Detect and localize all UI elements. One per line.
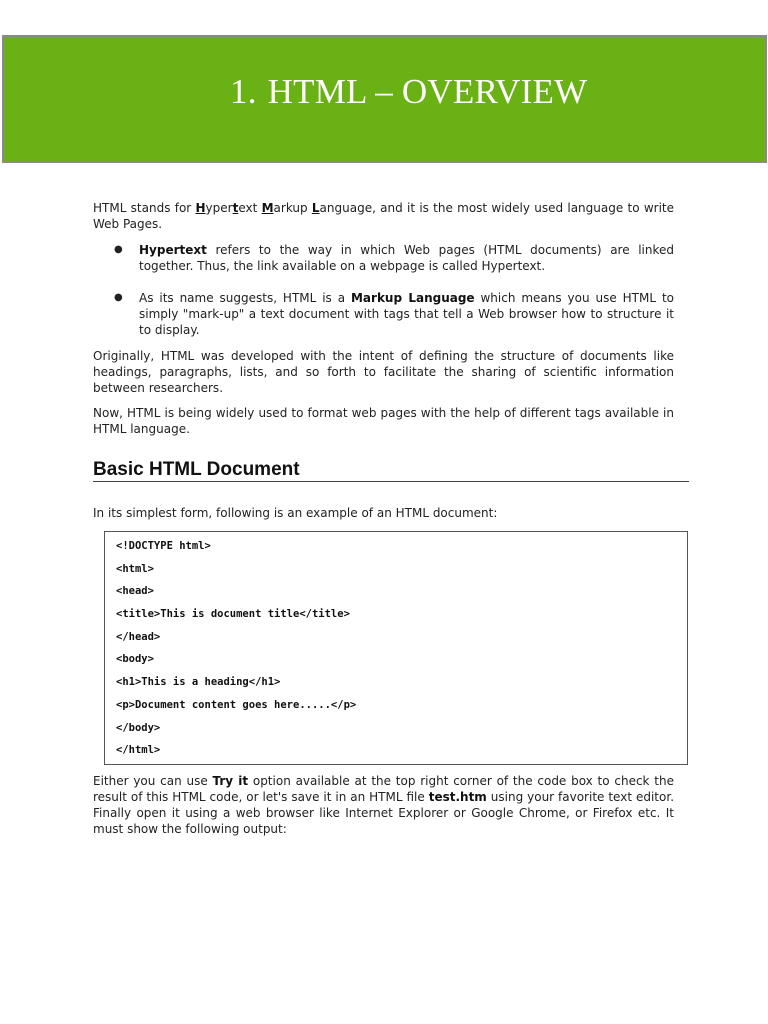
code-line: <body> xyxy=(116,653,154,665)
code-line: <head> xyxy=(116,585,154,597)
code-line: <p>Document content goes here.....</p> xyxy=(116,699,357,711)
bullet-marker: ● xyxy=(114,244,123,255)
chapter-banner xyxy=(2,35,767,163)
intro-paragraph: HTML stands for Hypertext Markup Language, and it is the most widely used language to write Web Pages. xyxy=(93,201,674,231)
code-line: </body> xyxy=(116,722,161,734)
paragraph-either: Either you can use Try it option available at the top right corner of the code box to check the result of this HTML code, or let's save it in an HTML file test.htm using your favorite text editor. Finally open it using a web browser like Internet Explorer or Google Chrome, or Firefox etc. It must show the following output: xyxy=(93,774,675,836)
code-line: </html> xyxy=(116,744,161,756)
code-line: <!DOCTYPE html> xyxy=(116,540,211,552)
chapter-title-text: HTML – OVERVIEW xyxy=(267,72,588,111)
code-line: <html> xyxy=(116,563,154,575)
paragraph-simplest-form: In its simplest form, following is an example of an HTML document: xyxy=(93,506,498,520)
code-box xyxy=(104,531,688,765)
bullet-item-hypertext: Hypertext refers to the way in which Web pages (HTML documents) are linked together. Thus, the link available on a webpage is called Hypertext. xyxy=(139,243,674,273)
chapter-title xyxy=(230,72,587,112)
paragraph-originally: Originally, HTML was developed with the intent of defining the structure of documents like headings, paragraphs, lists, and so forth to facilitate the sharing of scientific information between researchers. xyxy=(93,349,674,395)
paragraph-now: Now, HTML is being widely used to format web pages with the help of different tags available in HTML language. xyxy=(93,406,674,436)
chapter-number: 1. xyxy=(230,72,257,111)
code-line: <title>This is document title</title> xyxy=(116,608,350,620)
code-line: <h1>This is a heading</h1> xyxy=(116,676,281,688)
section-heading: Basic HTML Document xyxy=(93,458,689,482)
code-line: </head> xyxy=(116,631,161,643)
bullet-item-markup: As its name suggests, HTML is a Markup Language which means you use HTML to simply "mark-up" a text document with tags that tell a Web browser how to structure it to display. xyxy=(139,291,674,337)
bullet-marker: ● xyxy=(114,292,123,303)
